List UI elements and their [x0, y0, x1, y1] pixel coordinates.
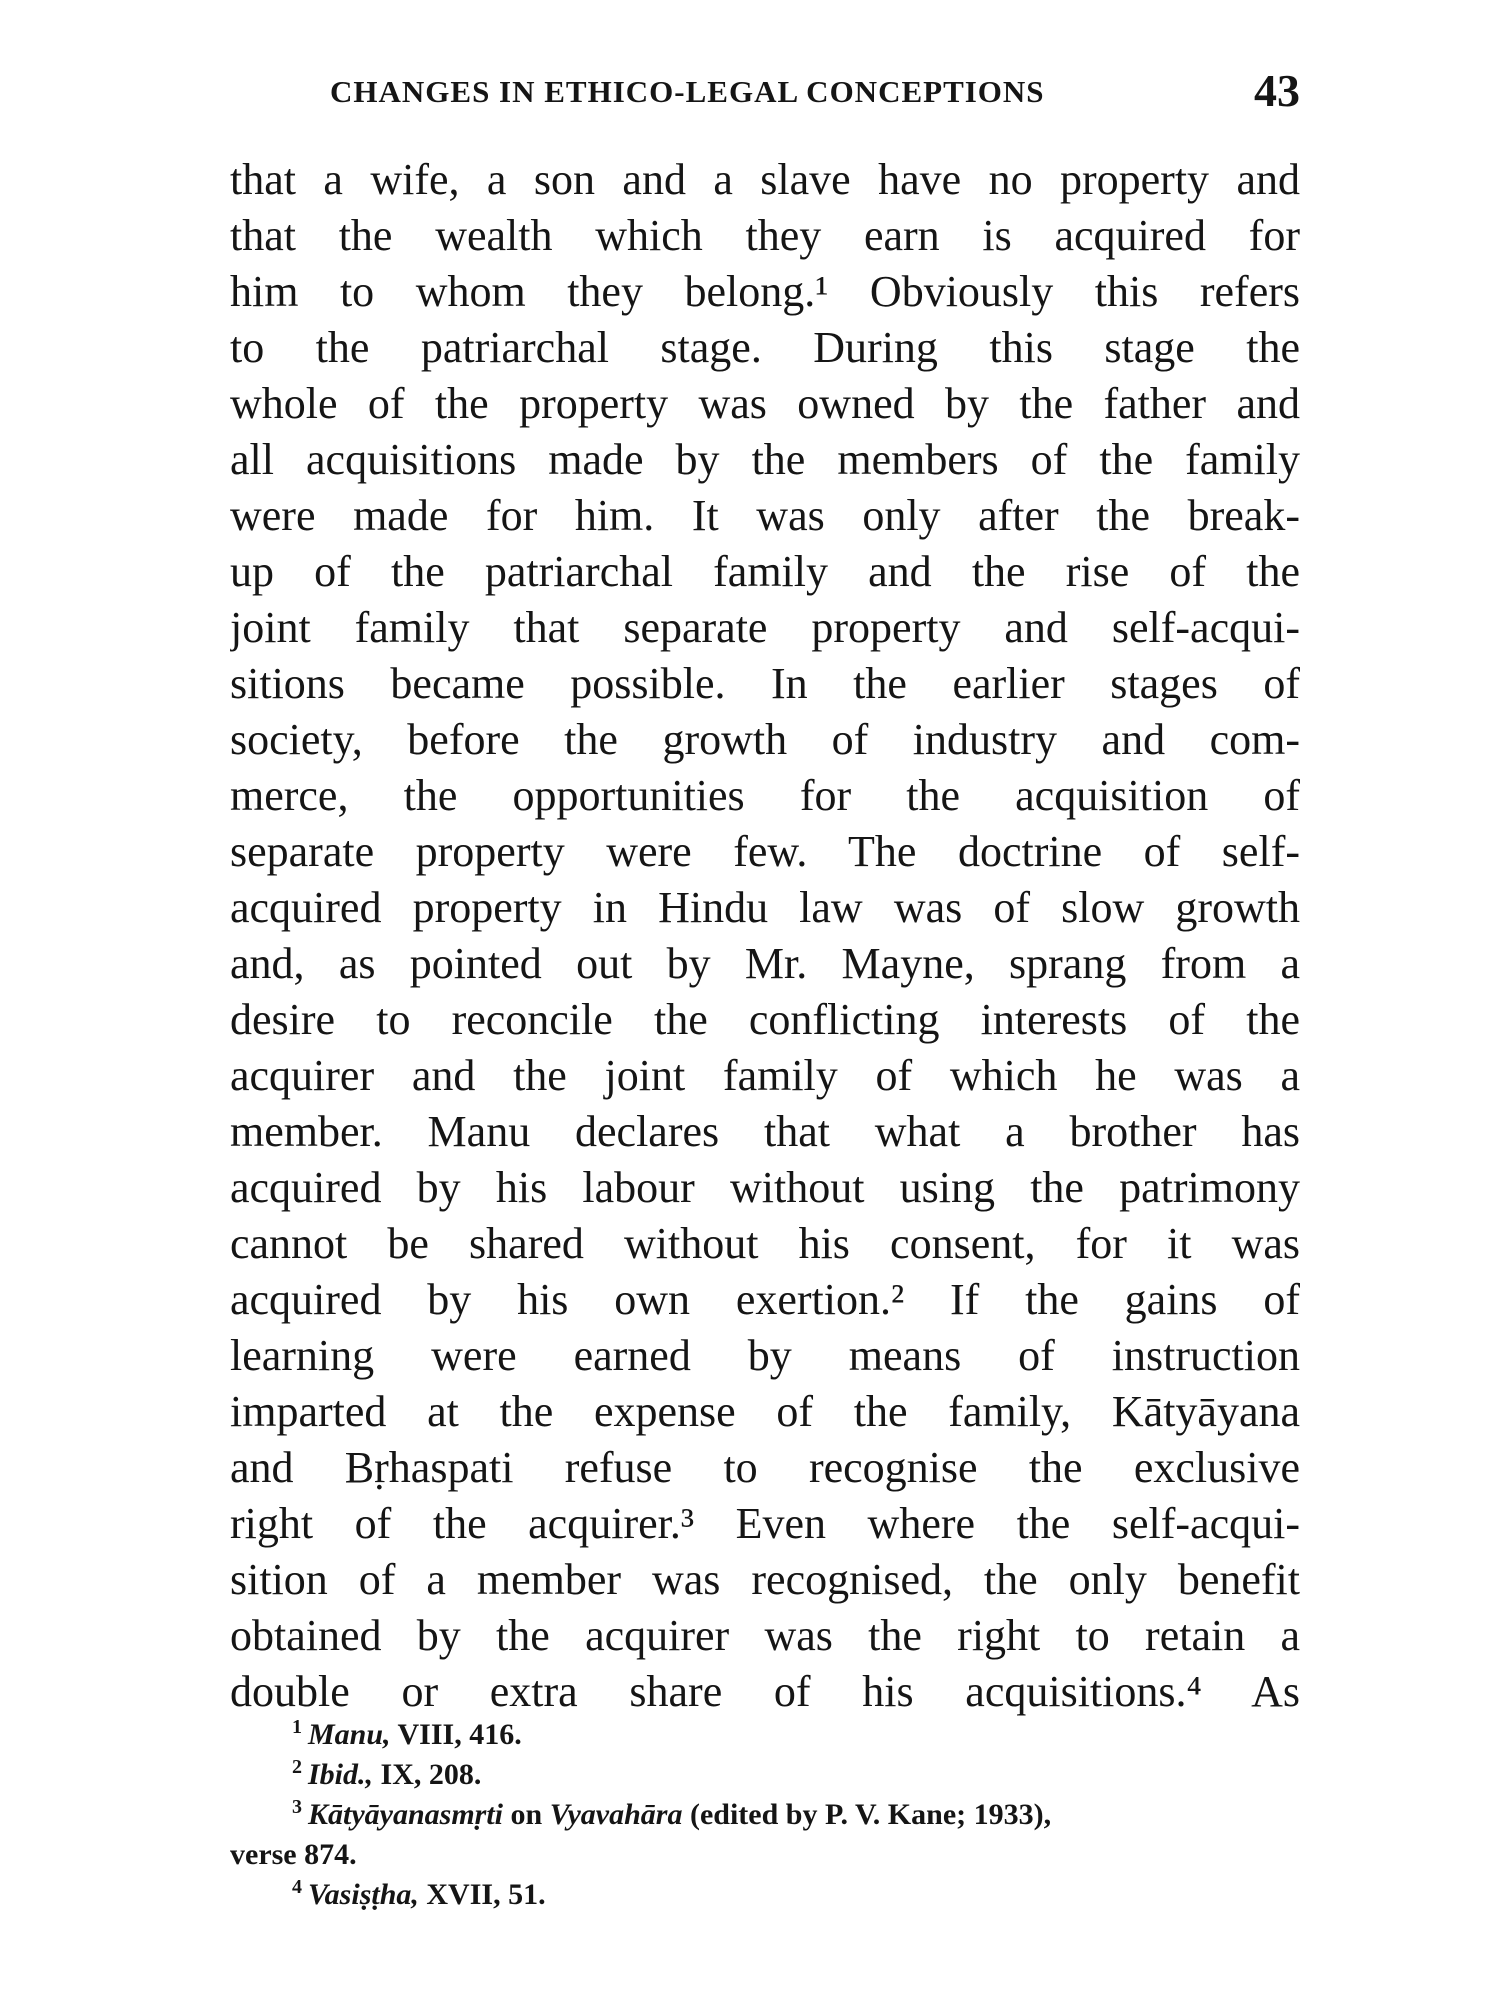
text-line: acquired by his own exertion.² If the gains of — [230, 1275, 1300, 1324]
text-line: merce, the opportunities for the acquisition of — [230, 771, 1300, 820]
footnote-2 — [230, 1755, 1300, 1795]
text-line: joint family that separate property and self-acqui- — [230, 603, 1300, 652]
footnote-source: Vasiṣṭha, — [308, 1878, 419, 1911]
text-line: society, before the growth of industry and com- — [230, 715, 1300, 764]
footnote-reference: VIII, 416. — [390, 1718, 522, 1751]
running-head — [330, 62, 1300, 122]
footnote-source: Ibid., — [308, 1758, 374, 1791]
text-line: sition of a member was recognised, the only benefit — [230, 1555, 1300, 1604]
running-title: CHANGES IN ETHICO-LEGAL CONCEPTIONS — [330, 74, 1045, 109]
text-line: obtained by the acquirer was the right to retain a — [230, 1611, 1300, 1660]
page-number: 43 — [1254, 65, 1300, 116]
text-line: learning were earned by means of instruction — [230, 1331, 1300, 1380]
text-line: and, as pointed out by Mr. Mayne, sprang from a — [230, 939, 1300, 988]
text-line: imparted at the expense of the family, Kātyāyana — [230, 1387, 1300, 1436]
footnote-marker: 2 — [292, 1756, 302, 1778]
footnote-marker: 1 — [292, 1716, 302, 1738]
text-line: were made for him. It was only after the break- — [230, 491, 1300, 540]
body-paragraph — [230, 152, 1300, 1720]
text-line: separate property were few. The doctrine of self- — [230, 827, 1300, 876]
text-line: him to whom they belong.¹ Obviously this refers — [230, 267, 1300, 316]
text-line: that the wealth which they earn is acquired for — [230, 211, 1300, 260]
text-line: right of the acquirer.³ Even where the self-acqui- — [230, 1499, 1300, 1548]
text-line: all acquisitions made by the members of the family — [230, 435, 1300, 484]
footnote-edition: (edited by P. V. Kane; 1933), — [682, 1798, 1052, 1831]
text-line: member. Manu declares that what a brother has — [230, 1107, 1300, 1156]
footnote-work: Vyavahāra — [549, 1798, 683, 1831]
text-line: whole of the property was owned by the father and — [230, 379, 1300, 428]
text-line: up of the patriarchal family and the rise of the — [230, 547, 1300, 596]
text-line: that a wife, a son and a slave have no property and — [230, 155, 1300, 204]
text-line: acquired by his labour without using the patrimony — [230, 1163, 1300, 1212]
footnote-source: Manu, — [308, 1718, 391, 1751]
text-line: desire to reconcile the conflicting interests of the — [230, 995, 1300, 1044]
footnote-4 — [230, 1875, 1300, 1915]
footnotes — [230, 1715, 1300, 1915]
footnote-1 — [230, 1715, 1300, 1755]
footnote-3 — [230, 1795, 1300, 1835]
text-line: cannot be shared without his consent, for it was — [230, 1219, 1300, 1268]
footnote-marker: 3 — [292, 1796, 302, 1818]
footnote-reference: XVII, 51. — [418, 1878, 546, 1911]
footnote-reference: IX, 208. — [373, 1758, 482, 1791]
footnote-source: Kātyāyanasmṛti — [308, 1798, 504, 1831]
footnote-connector: on — [503, 1798, 550, 1831]
text-line: acquired property in Hindu law was of slow growth — [230, 883, 1300, 932]
text-line: acquirer and the joint family of which he was a — [230, 1051, 1300, 1100]
footnote-3-continuation: verse 874. — [230, 1838, 357, 1871]
text-line: double or extra share of his acquisitions.⁴ As — [230, 1667, 1300, 1716]
text-line: sitions became possible. In the earlier stages of — [230, 659, 1300, 708]
text-line: and Bṛhaspati refuse to recognise the exclusive — [230, 1443, 1300, 1492]
text-line: to the patriarchal stage. During this stage the — [230, 323, 1300, 372]
footnote-marker: 4 — [292, 1876, 302, 1898]
